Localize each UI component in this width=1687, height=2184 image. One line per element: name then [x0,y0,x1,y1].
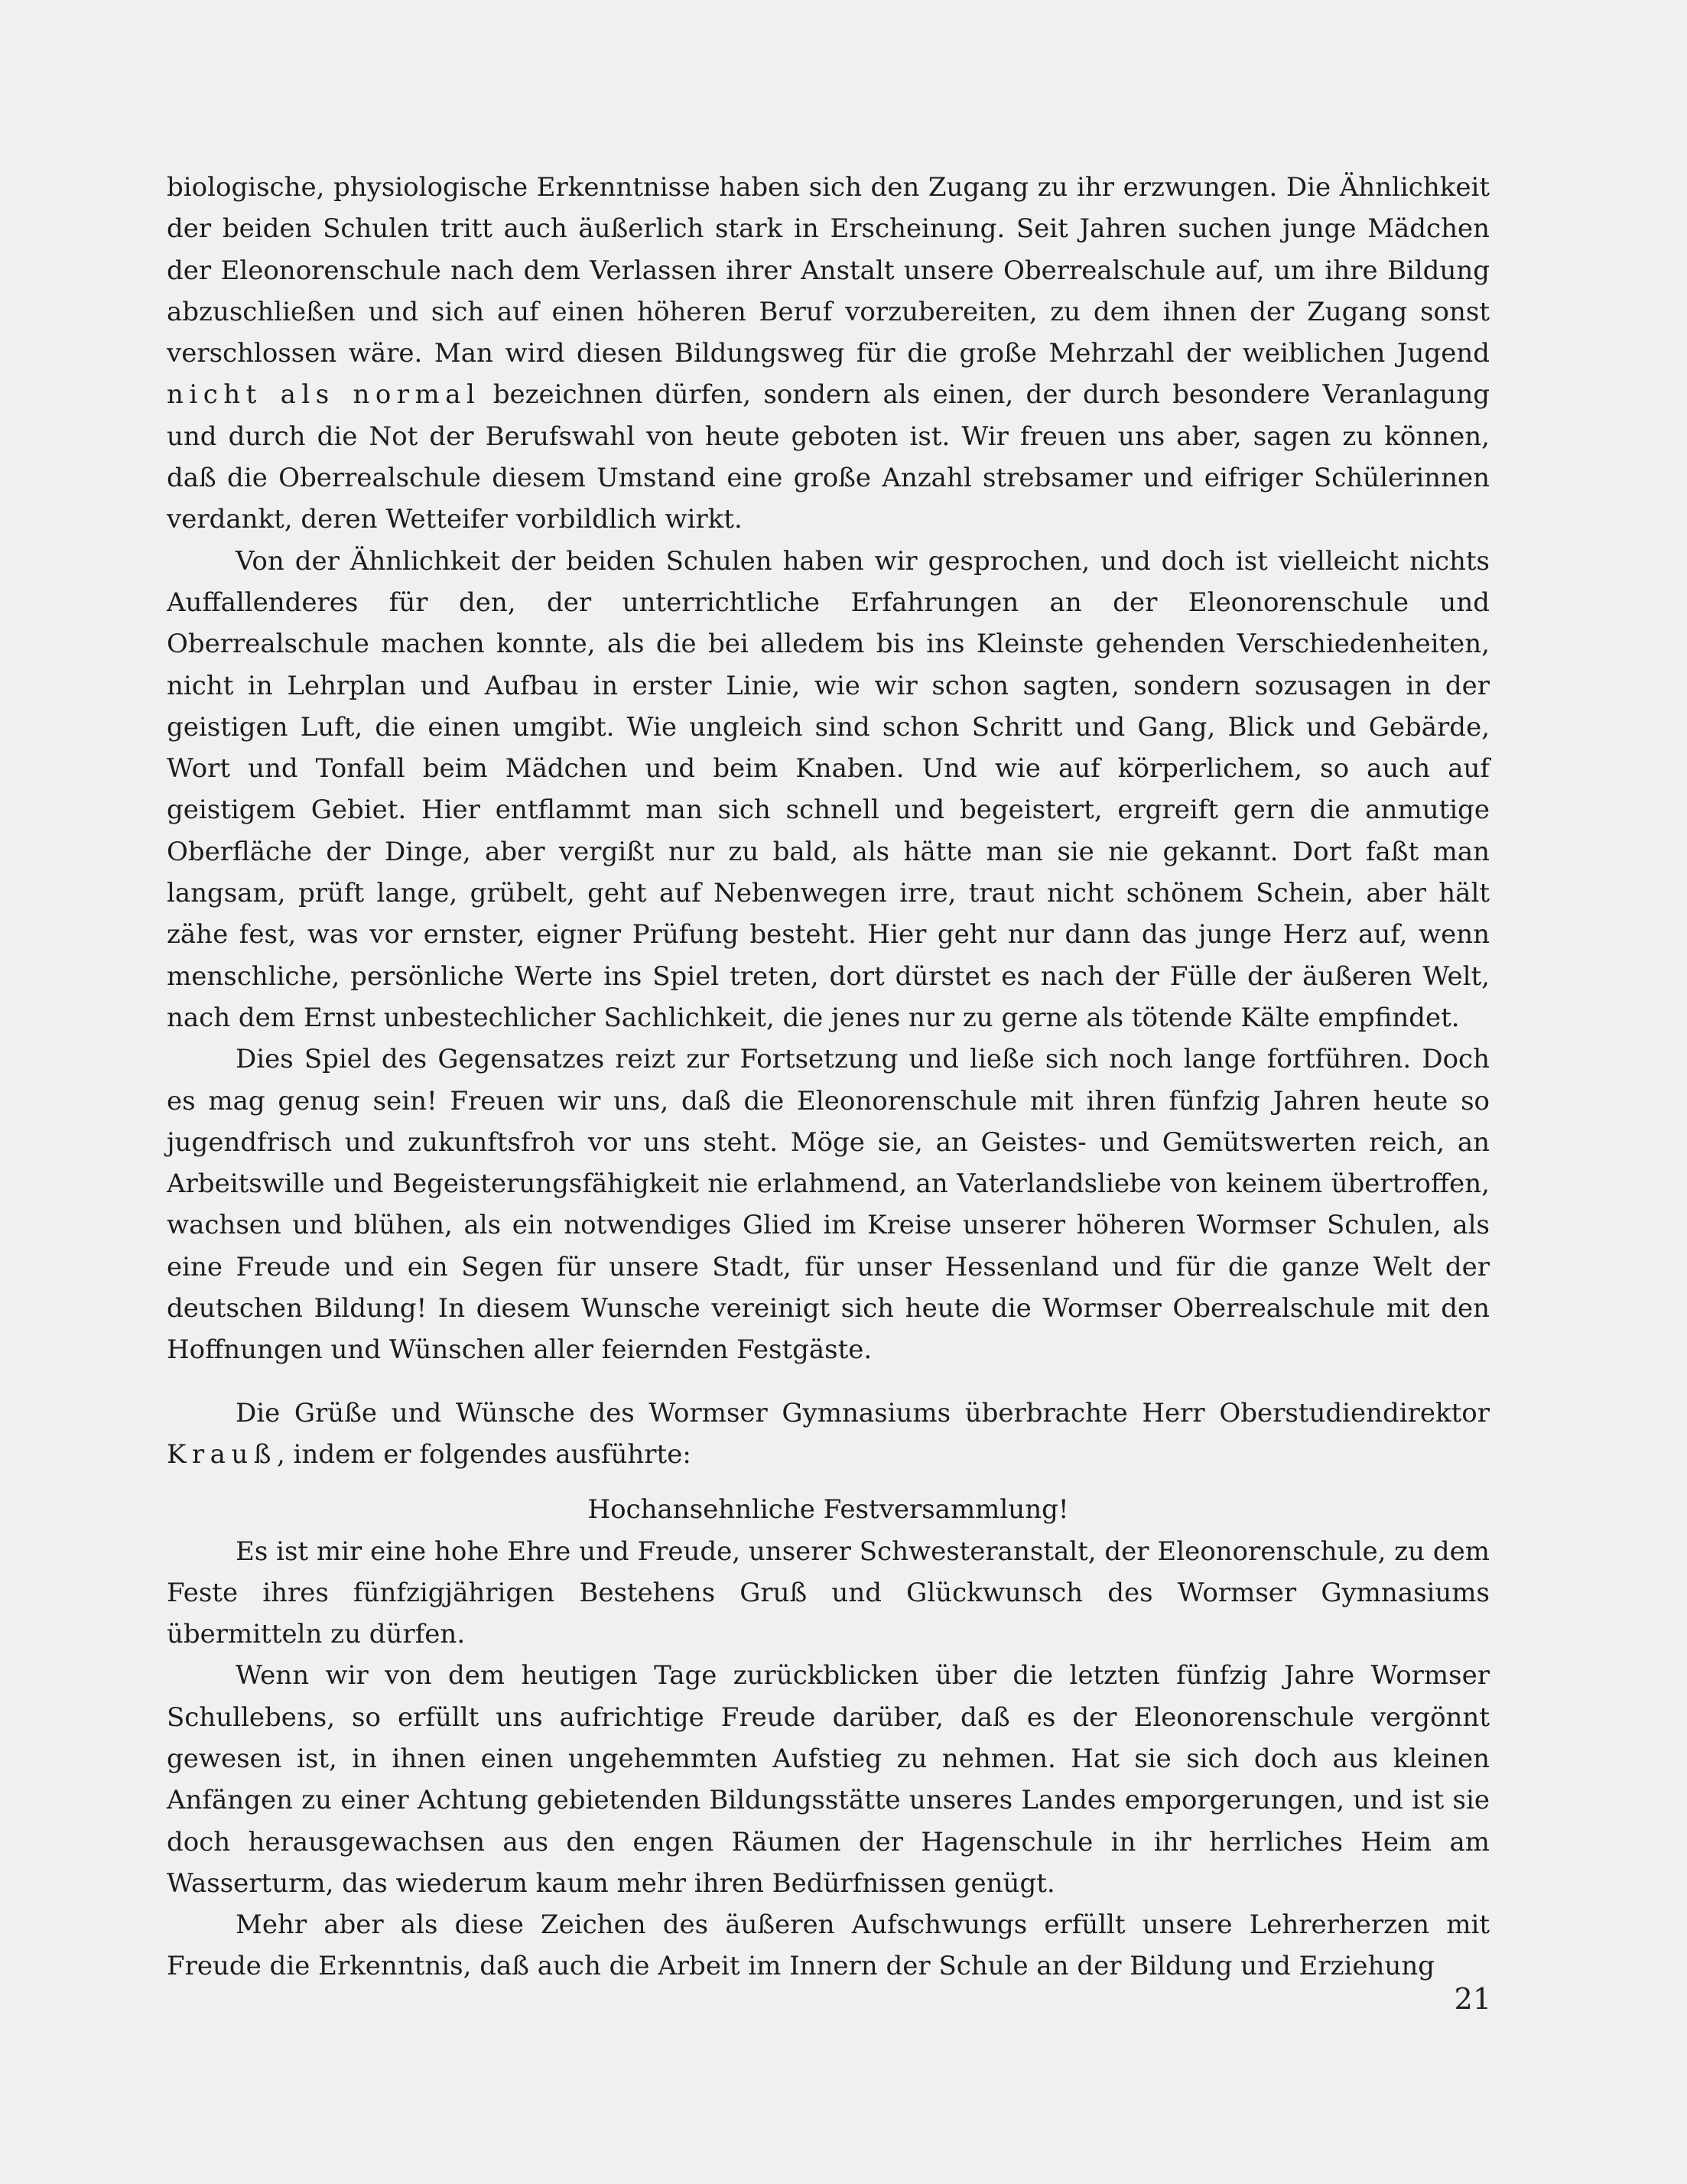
paragraph-speech-closing: Mehr aber als diese Zeichen des äußeren Aufschwungs erfüllt unsere Lehrerherzen mit Freude die Erkenntnis, daß auch die Arbeit im Innern der Schule an der Bildung und Erziehung [167,1909,1490,1982]
paragraph-text: Die Grüße und Wünsche des Wormser Gymnasiums überbrachte Herr Oberstudiendirektor [236,1397,1490,1428]
paragraph-text: biologische, physiologische Erkenntnisse haben sich den Zugang zu ihr erzwungen. Die Ähnlichkeit der beiden Schulen tritt auch äußerlich stark in Erscheinung. Seit Jahren suchen junge Mädchen der Eleonorenschule nach dem Verlassen ihrer Anstalt unsere Oberrealschule auf, um ihre Bildung abzuschließen und sich auf einen höheren Beruf vorzubereiten, zu dem ihnen der Zugang sonst verschlossen wäre. Man wird diesen Bildungsweg für die große Mehrzahl der weiblichen Jugend [167,172,1490,369]
speech-salutation: Hochansehnliche Festversammlung! [587,1494,1069,1526]
emphasized-text: nicht als normal [167,379,481,411]
page-number: 21 [1454,1982,1491,2016]
paragraph-text: , indem er folgendes ausführte: [276,1438,691,1470]
speaker-name: Krauß [167,1438,277,1470]
paragraph-speech-history: Wenn wir von dem heutigen Tage zurückblicken über die letzten fünfzig Jahre Wormser Schullebens, so erfüllt uns aufrichtige Freude darüber, daß es der Eleonorenschule vergönnt gewesen ist, in ihnen einen ungehemmten Aufstieg zu nehmen. Hat sie sich doch aus kleinen Anfängen zu einer Achtung gebietenden Bildungsstätte unseres Landes emporgerungen, und ist sie doch herausgewachsen aus den engen Räumen der Hagenschule in ihr herrliches Heim am Wasserturm, das wiederum kaum mehr ihren Bedürfnissen genügt. [167,1660,1490,1899]
paragraph-gymnasium-greeting [167,1393,1490,1476]
paragraph-text: bezeichnen dürfen, sondern als einen, der durch besondere Veranlagung und durch die Not der Berufswahl von heute geboten ist. Wir freuen uns aber, sagen zu können, daß die Oberrealschule diesem Umstand eine große Anzahl strebsamer und eifriger Schülerinnen verdankt, deren Wetteifer vorbildlich wirkt. [167,379,1490,535]
paragraph-wishes: Dies Spiel des Gegensatzes reizt zur Fortsetzung und ließe sich noch lange fortführen. Doch es mag genug sein! Freuen wir uns, daß die Eleonorenschule mit ihren fünfzig Jahren heute so jugendfrisch und zukunftsfroh vor uns steht. Möge sie, an Geistes- und Gemütswerten reich, an Arbeitswille und Begeisterungsfähigkeit nie erlahmend, an Vaterlandsliebe von keinem übertroffen, wachsen und blühen, als ein notwendiges Glied im Kreise unserer höheren Wormser Schulen, als eine Freude und ein Segen für unsere Stadt, für unser Hessenland und für die ganze Welt der deutschen Bildung! In diesem Wunsche vereinigt sich heute die Wormser Oberrealschule mit den Hoffnungen und Wünschen aller feiernden Festgäste. [167,1044,1490,1366]
body-text [167,167,1490,1987]
paragraph-differences: Von der Ähnlichkeit der beiden Schulen haben wir gesprochen, und doch ist vielleicht nichts Auffallenderes für den, der unterrichtliche Erfahrungen an der Eleonorenschule und Oberrealschule machen konnte, als die bei alledem bis ins Kleinste gehenden Verschiedenheiten, nicht in Lehrplan und Aufbau in erster Linie, wie wir schon sagten, sondern sozusagen in der geistigen Luft, die einen umgibt. Wie ungleich sind schon Schritt und Gang, Blick und Gebärde, Wort und Tonfall beim Mädchen und beim Knaben. Und wie auf körperlichem, so auch auf geistigem Gebiet. Hier entflammt man sich schnell und begeistert, ergreift gern die anmutige Oberfläche der Dinge, aber vergißt nur zu bald, als hätte man sie nie gekannt. Dort faßt man langsam, prüft lange, grübelt, geht auf Nebenwegen irre, traut nicht schönem Schein, aber hält zähe fest, was vor ernster, eigner Prüfung besteht. Hier geht nur dann das junge Herz auf, wenn menschliche, persönliche Werte ins Spiel treten, dort dürstet es nach der Fülle der äußeren Welt, nach dem Ernst unbestechlicher Sachlichkeit, die jenes nur zu gerne als tötende Kälte empfindet. [167,545,1490,1033]
paragraph-speech-opening: Es ist mir eine hohe Ehre und Freude, unserer Schwesteranstalt, der Eleonorenschule, zu dem Feste ihres fünfzigjährigen Bestehens Gruß und Glückwunsch des Wormser Gymnasiums übermitteln zu dürfen. [167,1536,1490,1650]
paragraph-continuation [167,167,1490,541]
